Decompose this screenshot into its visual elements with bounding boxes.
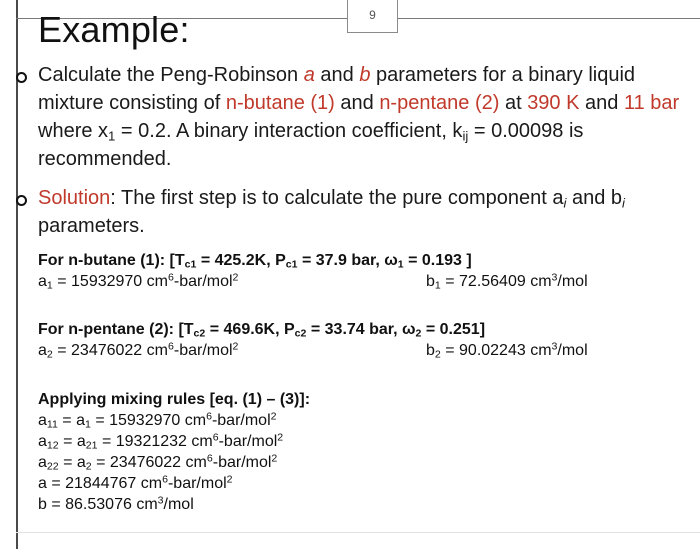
left-border-line: [16, 0, 18, 549]
mixing-header: Applying mixing rules [eq. (1) – (3)]:: [38, 391, 311, 408]
b-mix-value: b = 86.53076 $cm^3$/mol: [38, 494, 194, 513]
bullet-icon: [16, 195, 27, 206]
component-1: n-butane (1): [225, 92, 335, 114]
a11-value: $a_{11} = a_1 = 15932970$ $cm^6-bar/mol^2$: [38, 410, 277, 431]
problem-statement: Calculate the Peng-Robinson a and b parameters for a binary liquid mixture consisting of n-butane (1) and n-pentane (2) at 390 K and 11 bar where $x_1 = 0.2$. A binary interaction coefficient, $k_{ij} = 0.00098$ is recommended.: [38, 64, 680, 170]
param-b: b: [359, 64, 371, 86]
pressure: 11 bar: [623, 92, 680, 114]
page-number-box: [347, 0, 398, 33]
butane-block: [38, 250, 588, 292]
butane-values: [38, 271, 588, 292]
pentane-header: For n-pentane (2): [$T_{c2} = 469.6K$, $P_{c2} = 33.74$ bar, $\omega_2 = 0.251$]: [38, 321, 486, 340]
solution-label: Solution: [38, 187, 111, 209]
a22-value: $a_{22} = a_2 = 23476022$ $cm^6-bar/mol^2$: [38, 452, 278, 473]
component-2: n-pentane (2): [379, 92, 500, 114]
param-a: a: [303, 64, 315, 86]
pentane-block: [38, 319, 588, 361]
pentane-b-value: $b_2 = 90.02243$ $cm^3$/mol: [426, 340, 588, 361]
mixing-block: [38, 389, 310, 515]
temperature: 390 K: [527, 92, 580, 114]
slide-title: Example:: [38, 9, 190, 50]
butane-b-value: $b_1 = 72.56409$ $cm^3$/mol: [426, 271, 588, 292]
page-number: 9: [369, 8, 376, 22]
pentane-values: [38, 340, 588, 361]
solution-statement: Solution: The first step is to calculate the pure component $a_i$ and $b_i$ parameters.: [38, 187, 625, 237]
pentane-a-value: $a_2 = 23476022$ $cm^6-bar/mol^2$: [38, 340, 239, 361]
a12-value: $a_{12} = a_{21} = 19321232$ $cm^6-bar/mol^2$: [38, 431, 284, 452]
bottom-border-line: [16, 532, 700, 533]
butane-header: For n-butane (1): [$T_{c1} = 425.2K$, $P_{c1} = 37.9$ bar, $\omega_1 = 0.193$ ]: [38, 252, 472, 271]
butane-a-value: $a_1 = 15932970$ $cm^6-bar/mol^2$: [38, 271, 239, 292]
bullet-icon: [16, 72, 27, 83]
a-mix-value: a = 21844767 $cm^6-bar/mol^2$: [38, 473, 233, 492]
